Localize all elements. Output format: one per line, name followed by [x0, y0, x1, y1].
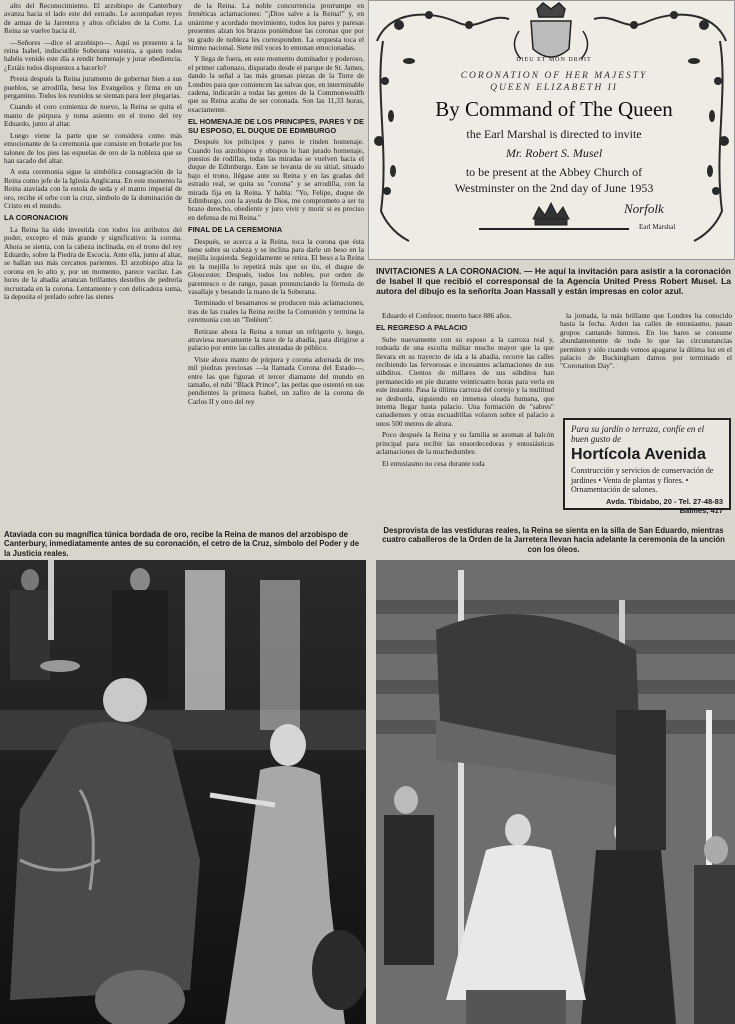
photo-queen-anointing	[376, 560, 735, 1024]
article-column-2	[188, 2, 364, 520]
ad-description: Construcción y servicios de conservación de jardines • Venta de plantas y flores. • Ornamentación de salones.	[571, 466, 714, 494]
article-paragraph: —Señores —dice el arzobispo—. Aquí os presento a la reina Isabel, indiscutible Soberana vuestra, a quien todos habéis venido este día a rendir homenaje y jurar obediencia. ¿Estáis todos dispuestos a hacerlo?	[4, 37, 182, 72]
article-paragraph: Retírase ahora la Reina a tomar un refrigerio y, luego, atraviesa nuevamente la nave de la abadía, para dirigirse a palacio por entre las calles atestadas de público.	[188, 326, 364, 353]
article-paragraph: La Reina ha sido investida con todos los atributos del poder, excepto el más grande y significativo: la corona. Ahora se sienta, con la cabeza inclinada, en el trono del rey Eduardo, sobre la Piedra de Escocia. Ante ella, junto al altar, se hallan sus más cercanos parientes. El arzobispo alza la corona en lo alto y, por un momento, parece vacilar. Las luces de la abadía arrancan brillantes destellos de pedrería incrustada en la corona. Lentamente y con delicadeza suma, la deposita el prelado sobre las sienes	[4, 224, 182, 301]
invitee-name: Mr. Robert S. Musel	[505, 146, 603, 160]
article-paragraph: Después los príncipes y pares le rinden homenaje. Cuando los arzobispos y obispos le han jurado homenaje, puestos de rodillas, todas las miradas se vuelven hacia el duque de Edimburgo. Este se levanta de su sitial, situado bajo el trono, llégase ante su Reina y en las gradas del estrado real, se quita su "corona" y se arrodilla, con la mirada fija en la Reina. Y habla: "Yo, Felipe, duque de Edimburgo, con la ayuda de Dios, me comprometo a ser tu brazo derecho, obediente y juro vivir y morir si es preciso en defensa de mi Reina."	[188, 137, 364, 222]
photo-caption-left: Ataviada con su magnífica túnica bordada de oro, recibe la Reina de manos del arzobispo de Canterbury, inmediatamente antes de su coronación, el cetro de la Cruz, símbolo del Poder y de la Justicia reales.	[4, 530, 360, 558]
article-paragraph: Cuando el coro comienza de nuevo, la Reina se quita el manto de púrpura y toma asiento en el trono del rey Eduardo, junto al altar.	[4, 102, 182, 129]
invitation-text: to be present at the Abbey Church of	[465, 165, 643, 179]
advertisement	[563, 418, 731, 515]
ad-address: Avda. Tibidabo, 20 - Tel. 27-48-83	[606, 496, 723, 506]
ad-address-2: Balmes, 417	[679, 505, 723, 515]
invitation-heading-line2: QUEEN ELIZABETH II	[490, 83, 618, 93]
article-paragraph: Presta después la Reina juramento de gobernar bien a sus pueblos, se arrodilla, besa los Evangelios y firma en un pergamino. Todos los reunidos se sientan para leer plegarias.	[4, 74, 182, 101]
invitation-title: By Command of The Queen	[435, 97, 673, 121]
section-heading-final: FINAL DE LA CEREMONIA	[188, 225, 283, 235]
article-paragraph: Sube nuevamente con su esposo a la carroza real y, rodeada de una escolta militar mucho mayor que la que llevara en su trayecto de ida a la abadía, recorre las calles recibiendo las fervorosas e incesantes aclamaciones de sus súbditos. Cientos de millares de sus súbditos han permanecido en pie durante veinticuatro horas para verla en este instante. Pasa la última carroza del cortejo y la multitud se desborda, siguiendo en inmensa oleada humana, que intenta llegar hasta palacio. Una formación de "sabres" canadienses y otras escuadrillas volaron sobre el palacio a unos 500 metros de altura.	[376, 334, 554, 428]
section-heading-homage: EL HOMENAJE DE LOS PRINCIPES, PARES Y DE SU ESPOSO, EL DUQUE DE EDIMBURGO	[188, 117, 364, 135]
invitation-date: Westminster on the 2nd day of June 1953	[454, 181, 654, 195]
article-paragraph: la jornada, la más brillante que Londres ha conocido hasta la fecha. Arden las calles de entusiasmo, pasan grupos cantando himnos. En los bares se consume abundantemente de todo lo que las circunstancias permiten y sólo cuando vemos apagarse la última luz en el palacio de Buckingham damos por terminado el "Coronation Day".	[560, 312, 732, 371]
article-paragraph: A esta ceremonia sigue la simbólica consagración de la Reina como jefe de la Iglesia Anglicana. En este momento la Reina ataviada con la estola de seda y el manto imperial de oro, recibe el orbe con la cruz, símbolo de la dominación de Cristo en el mundo.	[4, 167, 182, 210]
article-paragraph: alto del Reconocimiento. El arzobispo de Canterbury avanza hacia el lado este del estrado. Le acompañan reyes de armas de la Jarretera y altos oficiales de la Corte. La Reina se vuelve hacia él.	[4, 2, 182, 36]
article-column-3	[376, 312, 554, 522]
article-paragraph: Viste ahora manto de púrpura y corona adornada de tres mil piedras preciosas —la llamada Corona del Estado—, entre las que figuran el tercer diamante del mundo en tamaño, el rubí "Black Prince", las perlas que ostentó en sus pendientes la primera Isabel, un zafiro de la corona de Carlos II y otro del rey	[188, 354, 364, 406]
coronation-invitation	[368, 0, 735, 260]
article-paragraph: Eduardo el Confesor, muerto hace 886 años.	[382, 312, 512, 320]
article-paragraph: Y llega de fuera, en este momento dominador y poderoso, el primer cañonazo, disparado desde el parque de St. James, dando la señal a las más gruesas piezas de la Torre de Londres para que comiencen las salvas que, en interminable cadena, indicarán a todas las gentes de la Commonwealth que su Reina acaba de ser coronada. Son las 11,33 horas, exactamente.	[188, 54, 364, 114]
ad-brand: Hortícola Avenida	[571, 446, 706, 463]
signature: Norfolk	[624, 201, 664, 216]
royal-motto: DIEU ET MON DROIT	[516, 57, 592, 63]
section-heading-return: EL REGRESO A PALACIO	[376, 323, 468, 333]
article-paragraph: El entusiasmo no cesa durante toda	[382, 458, 485, 468]
article-paragraph: Después, se acerca a la Reina, toca la corona que ésta tiene sobre su cabeza y se inclina para darle un beso en la mejilla izquierda. Seguidamente se retira. El beso a la Reina en la mejilla lo repetirá más que su tío, el duque de Gloucester. Después, todos los nobles, por orden de parentesco o de rango, pasan pronunciando la fórmula de vasallaje y besando la mano de la Soberana.	[188, 236, 364, 296]
article-paragraph: Terminado el besamanos se producen más aclamaciones, tras de las cuales la Reina recibe la Comunión y termina la ceremonia con un "Tedéum".	[188, 298, 364, 325]
section-heading-coronation: LA CORONACION	[4, 213, 68, 223]
invitation-text: the Earl Marshal is directed to invite	[466, 127, 642, 141]
signature-title: Earl Marshal	[639, 223, 676, 231]
article-paragraph: de la Reina. La noble concurrencia prorrumpe en frenéticas aclamaciones: "¡Dios salve a la Reina!" y, en unánime y acordado movimiento, todos los pares y paresas presentes alzan los brazos poniéndose las coronas que por su grado de nobleza les corresponden. La orquesta toca el himno nacional. Siete mil voces lo entonan emocionadas.	[188, 2, 364, 53]
invitation-heading-line1: CORONATION OF HER MAJESTY	[460, 71, 648, 81]
photo-queen-receives-sceptre	[0, 560, 366, 1024]
article-paragraph: Poco después la Reina y su familia se asoman al balcón principal para recibir las ensordecedoras y entusiásticas aclamaciones de la muchedumbre.	[376, 430, 554, 457]
article-column-1	[4, 2, 182, 520]
invitation-headline: INVITACIONES A LA CORONACION. — He aquí la invitación para asistir a la coronación de Isabel II que recibió el corresponsal de la Agencia United Press Robert Musel. La autora del dibujo es la señorita Joan Hassall y están impresas en color azul.	[376, 266, 731, 296]
article-paragraph: Luego viene la parte que se considera como más emocionante de la ceremonia que consiste en frotarle por los talones de los pies las espuelas de oro de la nobleza que se han sacado del altar.	[4, 130, 182, 165]
photo-caption-right: Desprovista de las vestiduras reales, la Reina se sienta en la silla de San Eduardo, mientras cuatro caballeros de la Orden de la Jarretera llevan hacia adelante la ceremonia de la unción con los óleos.	[382, 526, 725, 554]
article-column-4	[560, 312, 732, 410]
ad-tagline: Para su jardín o terraza, confíe en el buen gusto de	[571, 424, 705, 444]
